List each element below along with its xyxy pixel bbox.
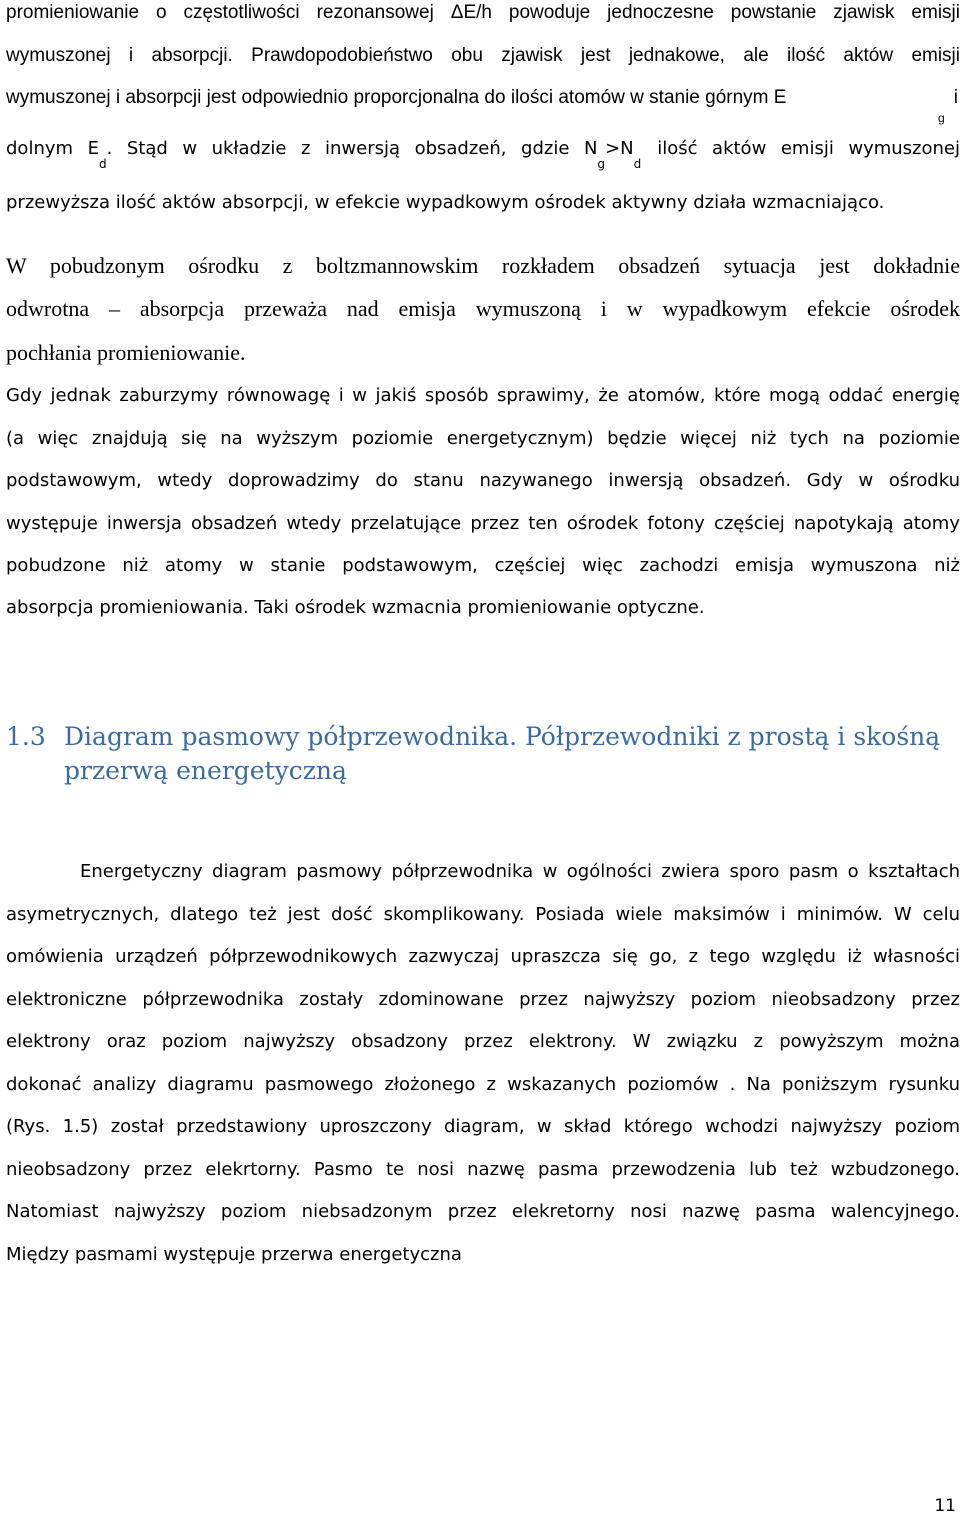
paragraph-1-line-2: wymuszonej i absorpcji. Prawdopodobieństwo obu zjawisk jest jednakowe, ale ilość aktów emisji	[6, 45, 960, 66]
paragraph-1-line-3-text: wymuszonej i absorpcji jest odpowiednio proporcjonalna do ilości atomów w stanie górnym E	[6, 87, 787, 108]
paragraph-4-line: elektroniczne półprzewodnika zostały zdominowane przez najwyższy poziom nieobsadzony przez	[6, 989, 960, 1010]
paragraph-3-line: Gdy jednak zaburzymy równowagę i w jakiś sposób sprawimy, że atomów, które mogą oddać energię	[6, 385, 960, 406]
paragraph-4-line: (Rys. 1.5) został przedstawiony uproszczony diagram, w skład którego wchodzi najwyższy poziom	[6, 1116, 960, 1137]
paragraph-2-line-2: odwrotna – absorpcja przeważa nad emisja wymuszoną i w wypadkowym efekcie ośrodek	[6, 296, 960, 321]
paragraph-3-line: absorpcja promieniowania. Taki ośrodek wzmacnia promieniowanie optyczne.	[6, 597, 705, 618]
paragraph-1-line-1: promieniowanie o częstotliwości rezonansowej ΔE/h powoduje jednoczesne powstanie zjawisk emisji	[6, 2, 960, 23]
paragraph-3-line: podstawowym, wtedy doprowadzimy do stanu nazywanego inwersją obsadzeń. Gdy w ośrodku	[6, 470, 960, 491]
paragraph-1-line-3	[6, 86, 960, 125]
subscript-g: g	[597, 157, 606, 171]
paragraph-1-line-3-end: i	[953, 87, 958, 108]
paragraph-3-line: (a więc znajdują się na wyższym poziomie energetycznym) będzie więcej niż tych na poziomie	[6, 428, 960, 449]
paragraph-4-line: asymetrycznych, dlatego też jest dość skomplikowany. Posiada wiele maksimów i minimów. W celu	[6, 904, 960, 925]
paragraph-4-line: nieobsadzony przez elekrtorny. Pasmo te nosi nazwę pasma przewodzenia lub też wzbudzonego.	[6, 1159, 960, 1180]
subscript-d: d	[98, 157, 107, 171]
section-title-part-1: Diagram pasmowy półprzewodnika. Półprzewodniki z prostą i skośną	[64, 722, 941, 751]
section-title-part-2: przerwą energetyczną	[64, 756, 347, 785]
paragraph-1-line-5: przewyższa ilość aktów absorpcji, w efekcie wypadkowym ośrodek aktywny działa wzmacniająco.	[6, 192, 885, 213]
paragraph-1-line-4-a: dolnym E	[6, 138, 99, 159]
paragraph-1-line-4-b: . Stąd w układzie z inwersją obsadzeń, gdzie N	[106, 138, 598, 159]
paragraph-2-line-1: W pobudzonym ośrodku z boltzmannowskim rozkładem obsadzeń sytuacja jest dokładnie	[6, 253, 960, 278]
paragraph-4-line: Natomiast najwyższy poziom niebsadzonym przez elekretorny nosi nazwę pasma walencyjnego.	[6, 1201, 960, 1222]
section-heading	[6, 720, 960, 788]
paragraph-3-line: występuje inwersja obsadzeń wtedy przelatujące przez ten ośrodek fotony częściej napotykają atomy	[6, 513, 960, 534]
paragraph-3-line: pobudzone niż atomy w stanie podstawowym, częściej więc zachodzi emisja wymuszona niż	[6, 555, 960, 576]
paragraph-4-line: dokonać analizy diagramu pasmowego złożonego z wskazanych poziomów . Na poniższym rysunku	[6, 1074, 960, 1095]
paragraph-1-line-4-c: >N	[605, 138, 634, 159]
section-number: 1.3	[6, 722, 46, 751]
paragraph-4-line: omówienia urządzeń półprzewodnikowych zazwyczaj upraszcza się go, z tego względu iż własności	[6, 946, 960, 967]
page-number: 11	[934, 1496, 956, 1516]
paragraph-2-line-3: pochłania promieniowanie.	[6, 340, 246, 365]
paragraph-1-line-4-d: ilość aktów emisji wymuszonej	[657, 138, 960, 159]
paragraph-4-line: elektrony oraz poziom najwyższy obsadzony przez elektrony. W związku z powyższym można	[6, 1031, 960, 1052]
subscript-d: d	[633, 157, 642, 171]
paragraph-4-line: Między pasmami występuje przerwa energetyczna	[6, 1244, 462, 1265]
paragraph-4-line: Energetyczny diagram pasmowy półprzewodnika w ogólności zwiera sporo pasm o kształtach	[80, 861, 960, 882]
subscript-g: g	[938, 111, 945, 125]
paragraph-1-line-4	[6, 137, 960, 171]
